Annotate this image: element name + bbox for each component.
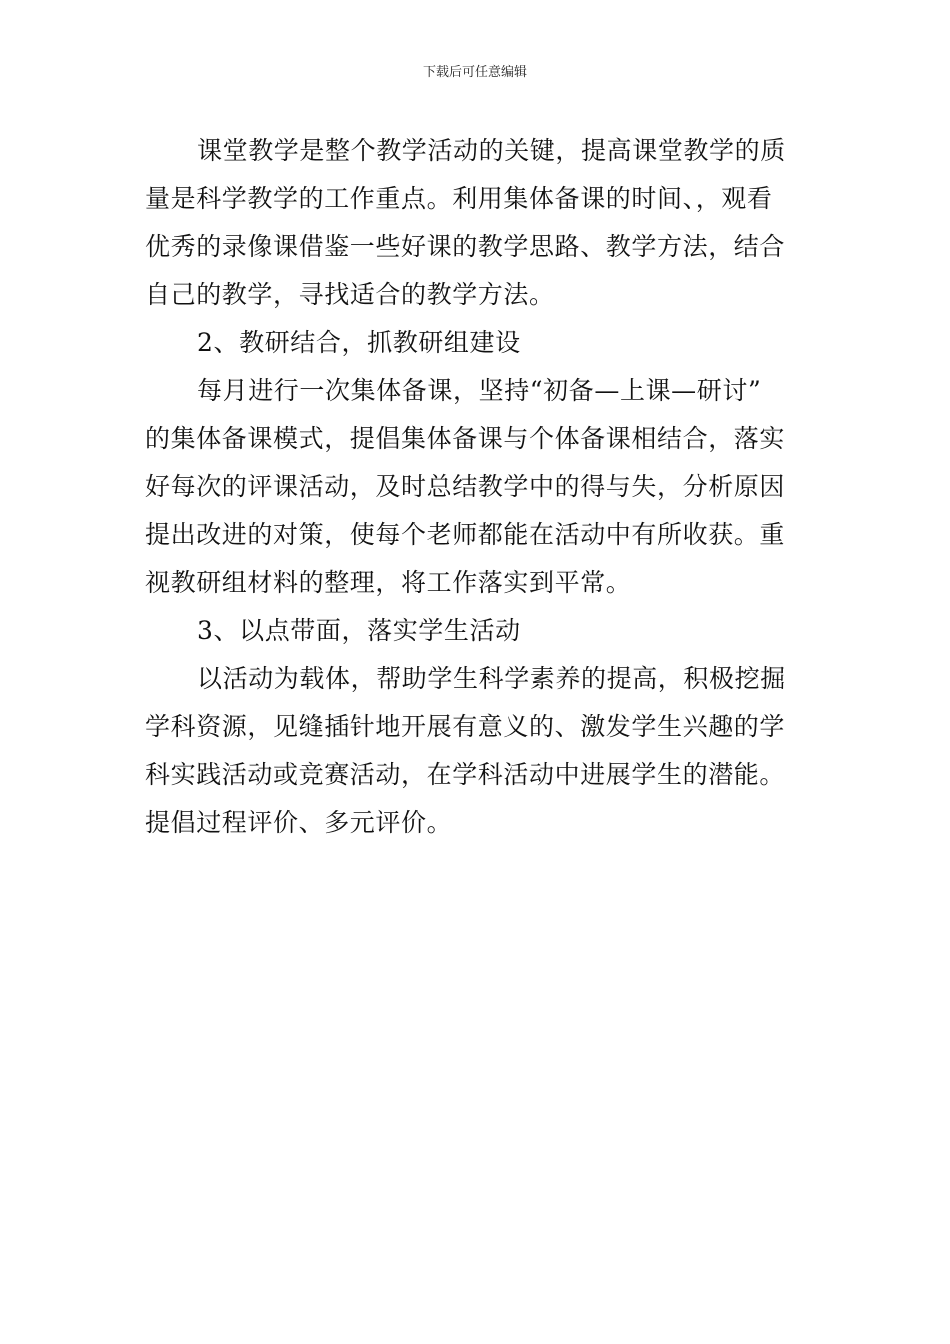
document-body (145, 127, 810, 847)
paragraph-line: 提出改进的对策，使每个老师都能在活动中有所收获。重 (145, 520, 786, 549)
section-heading: 3、以点带面，落实学生活动 (197, 616, 521, 645)
paragraph-line: 科实践活动或竞赛活动，在学科活动中进展学生的潜能。 (145, 760, 786, 789)
paragraph-line: 的集体备课模式，提倡集体备课与个体备课相结合，落实 (145, 424, 786, 453)
paragraph-line: 课堂教学是整个教学活动的关键，提高课堂教学的质 (197, 136, 786, 165)
paragraph-line: 每月进行一次集体备课，坚持“初备—上课—研讨” (197, 376, 762, 405)
paragraph-line: 提倡过程评价、多元评价。 (145, 808, 453, 837)
section-heading: 2、教研结合，抓教研组建设 (197, 328, 521, 357)
paragraph-line: 以活动为载体，帮助学生科学素养的提高，积极挖掘 (197, 664, 786, 693)
paragraph-line: 量是科学教学的工作重点。利用集体备课的时间、，观看 (145, 184, 773, 213)
paragraph-line: 好每次的评课活动，及时总结教学中的得与失，分析原因 (145, 472, 786, 501)
paragraph-line: 学科资源，见缝插针地开展有意义的、激发学生兴趣的学 (145, 712, 786, 741)
paragraph-line: 优秀的录像课借鉴一些好课的教学思路、教学方法，结合 (145, 232, 786, 261)
paragraph-line: 视教研组材料的整理，将工作落实到平常。 (145, 568, 632, 597)
page-header: 下载后可任意编辑 (422, 65, 527, 80)
paragraph-line: 自己的教学，寻找适合的教学方法。 (145, 280, 555, 309)
